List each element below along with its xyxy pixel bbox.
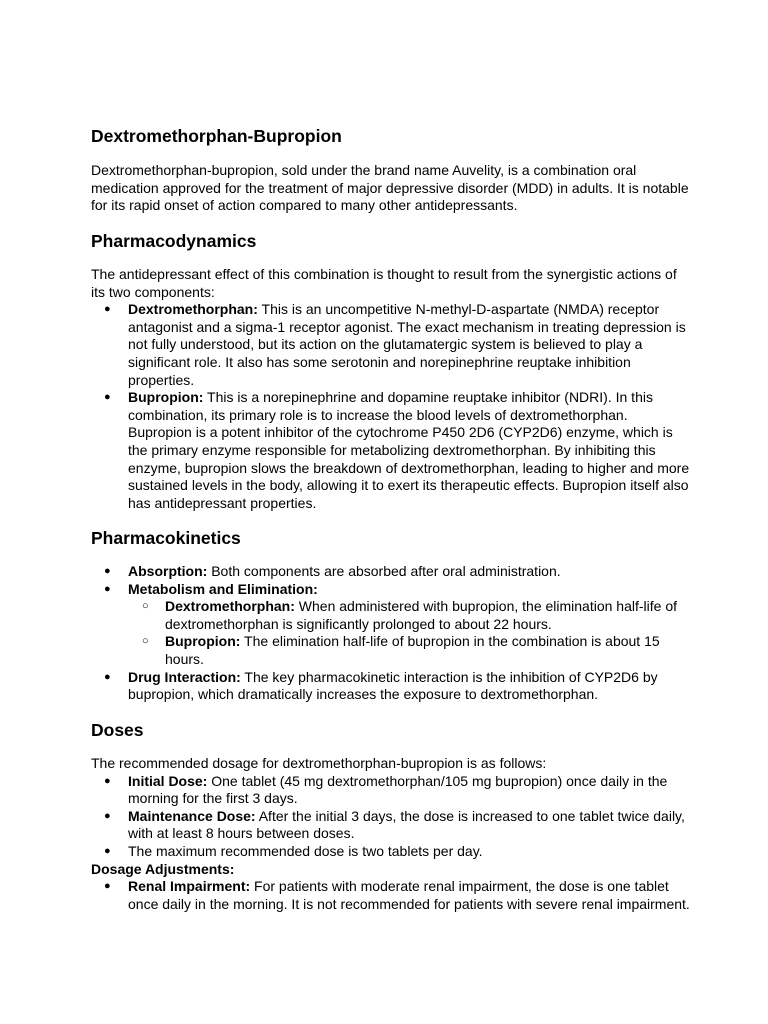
list-item bbox=[91, 878, 691, 913]
pharmacokinetics-section bbox=[91, 563, 691, 704]
metabolism-sublist bbox=[128, 598, 691, 668]
pharmacodynamics-section bbox=[91, 266, 691, 512]
item-text: For patients with moderate renal impairment, the dose is one tablet once daily in the morning. It is not recommended for patients with severe renal impairment. bbox=[128, 878, 690, 912]
pharmacodynamics-list bbox=[91, 301, 691, 512]
item-text: This is a norepinephrine and dopamine reuptake inhibitor (NDRI). In this combination, its primary role is to increase the blood levels of dextromethorphan. Bupropion is a potent inhibitor of the cytochrome P450 2D6 (CYP2D6) enzyme, which is the primary enzyme responsible for metabolizing dextromethorphan. By inhibiting this enzyme, bupropion slows the breakdown of dextromethorphan, leading to higher and more sustained levels in the body, allowing it to exert its therapeutic effects. Bupropion itself also has antidepressant properties. bbox=[128, 389, 690, 511]
doses-lead: The recommended dosage for dextromethorphan-bupropion is as follows: bbox=[91, 755, 547, 771]
list-item bbox=[91, 843, 691, 861]
list-item bbox=[91, 808, 691, 843]
interaction-list bbox=[91, 669, 691, 704]
intro-paragraph: Dextromethorphan-bupropion, sold under the brand name Auvelity, is a combination oral medication approved for the treatment of major depressive disorder (MDD) in adults. It is notable for its rapid onset of action compared to many other antidepressants. bbox=[91, 162, 689, 214]
list-item bbox=[91, 301, 691, 389]
item-label: Absorption: bbox=[128, 563, 208, 579]
item-label: Drug Interaction: bbox=[128, 668, 241, 685]
pharmacokinetics-list bbox=[91, 563, 691, 598]
list-item bbox=[91, 563, 691, 581]
doses-list bbox=[91, 773, 691, 861]
item-label: Metabolism and Elimination: bbox=[128, 580, 318, 597]
dosage-adjustments-list bbox=[91, 878, 691, 913]
item-text: The key pharmacokinetic interaction is the inhibition of CYP2D6 by bupropion, which dramatically increases the exposure to dextromethorphan. bbox=[128, 668, 658, 703]
document-title: Dextromethorphan-Bupropion bbox=[91, 126, 342, 146]
list-item bbox=[91, 389, 691, 512]
doses-section bbox=[91, 755, 691, 913]
dosage-adjustments-label: Dosage Adjustments: bbox=[91, 860, 235, 877]
list-item bbox=[128, 633, 691, 668]
list-item bbox=[128, 598, 691, 633]
item-text: The elimination half-life of bupropion in the combination is about 15 hours. bbox=[165, 633, 660, 667]
item-text: One tablet (45 mg dextromethorphan/105 mg bupropion) once daily in the morning for the first 3 days. bbox=[128, 772, 668, 807]
item-text: The maximum recommended dose is two tablets per day. bbox=[128, 842, 483, 859]
item-label: Renal Impairment: bbox=[128, 878, 251, 895]
list-item bbox=[91, 773, 691, 808]
doses-heading: Doses bbox=[91, 720, 144, 740]
item-text: Both components are absorbed after oral administration. bbox=[207, 563, 561, 579]
list-item bbox=[91, 581, 691, 599]
pharmacodynamics-lead: The antidepressant effect of this combination is thought to result from the synergistic actions of its two components: bbox=[91, 266, 677, 300]
item-text: This is an uncompetitive N-methyl-D-aspartate (NMDA) receptor antagonist and a sigma-1 receptor agonist. The exact mechanism in treating depression is not fully understood, but its action on the glutamatergic system is believed to play a significant role. It also has some serotonin and norepinephrine reuptake inhibition properties. bbox=[128, 301, 686, 388]
item-label: Dextromethorphan: bbox=[128, 301, 258, 318]
item-label: Dextromethorphan: bbox=[165, 598, 295, 615]
item-label: Maintenance Dose: bbox=[128, 807, 256, 824]
list-item bbox=[91, 669, 691, 704]
item-text: After the initial 3 days, the dose is increased to one tablet twice daily, with at least 8 hours between doses. bbox=[128, 807, 685, 842]
pharmacokinetics-heading: Pharmacokinetics bbox=[91, 528, 241, 548]
item-label: Bupropion: bbox=[128, 389, 204, 406]
item-label: Initial Dose: bbox=[128, 772, 208, 789]
item-label: Bupropion: bbox=[165, 633, 241, 650]
item-text: When administered with bupropion, the elimination half-life of dextromethorphan is significantly prolonged to about 22 hours. bbox=[165, 598, 678, 632]
pharmacodynamics-heading: Pharmacodynamics bbox=[91, 231, 257, 251]
dosage-adjustments-heading bbox=[91, 861, 691, 879]
